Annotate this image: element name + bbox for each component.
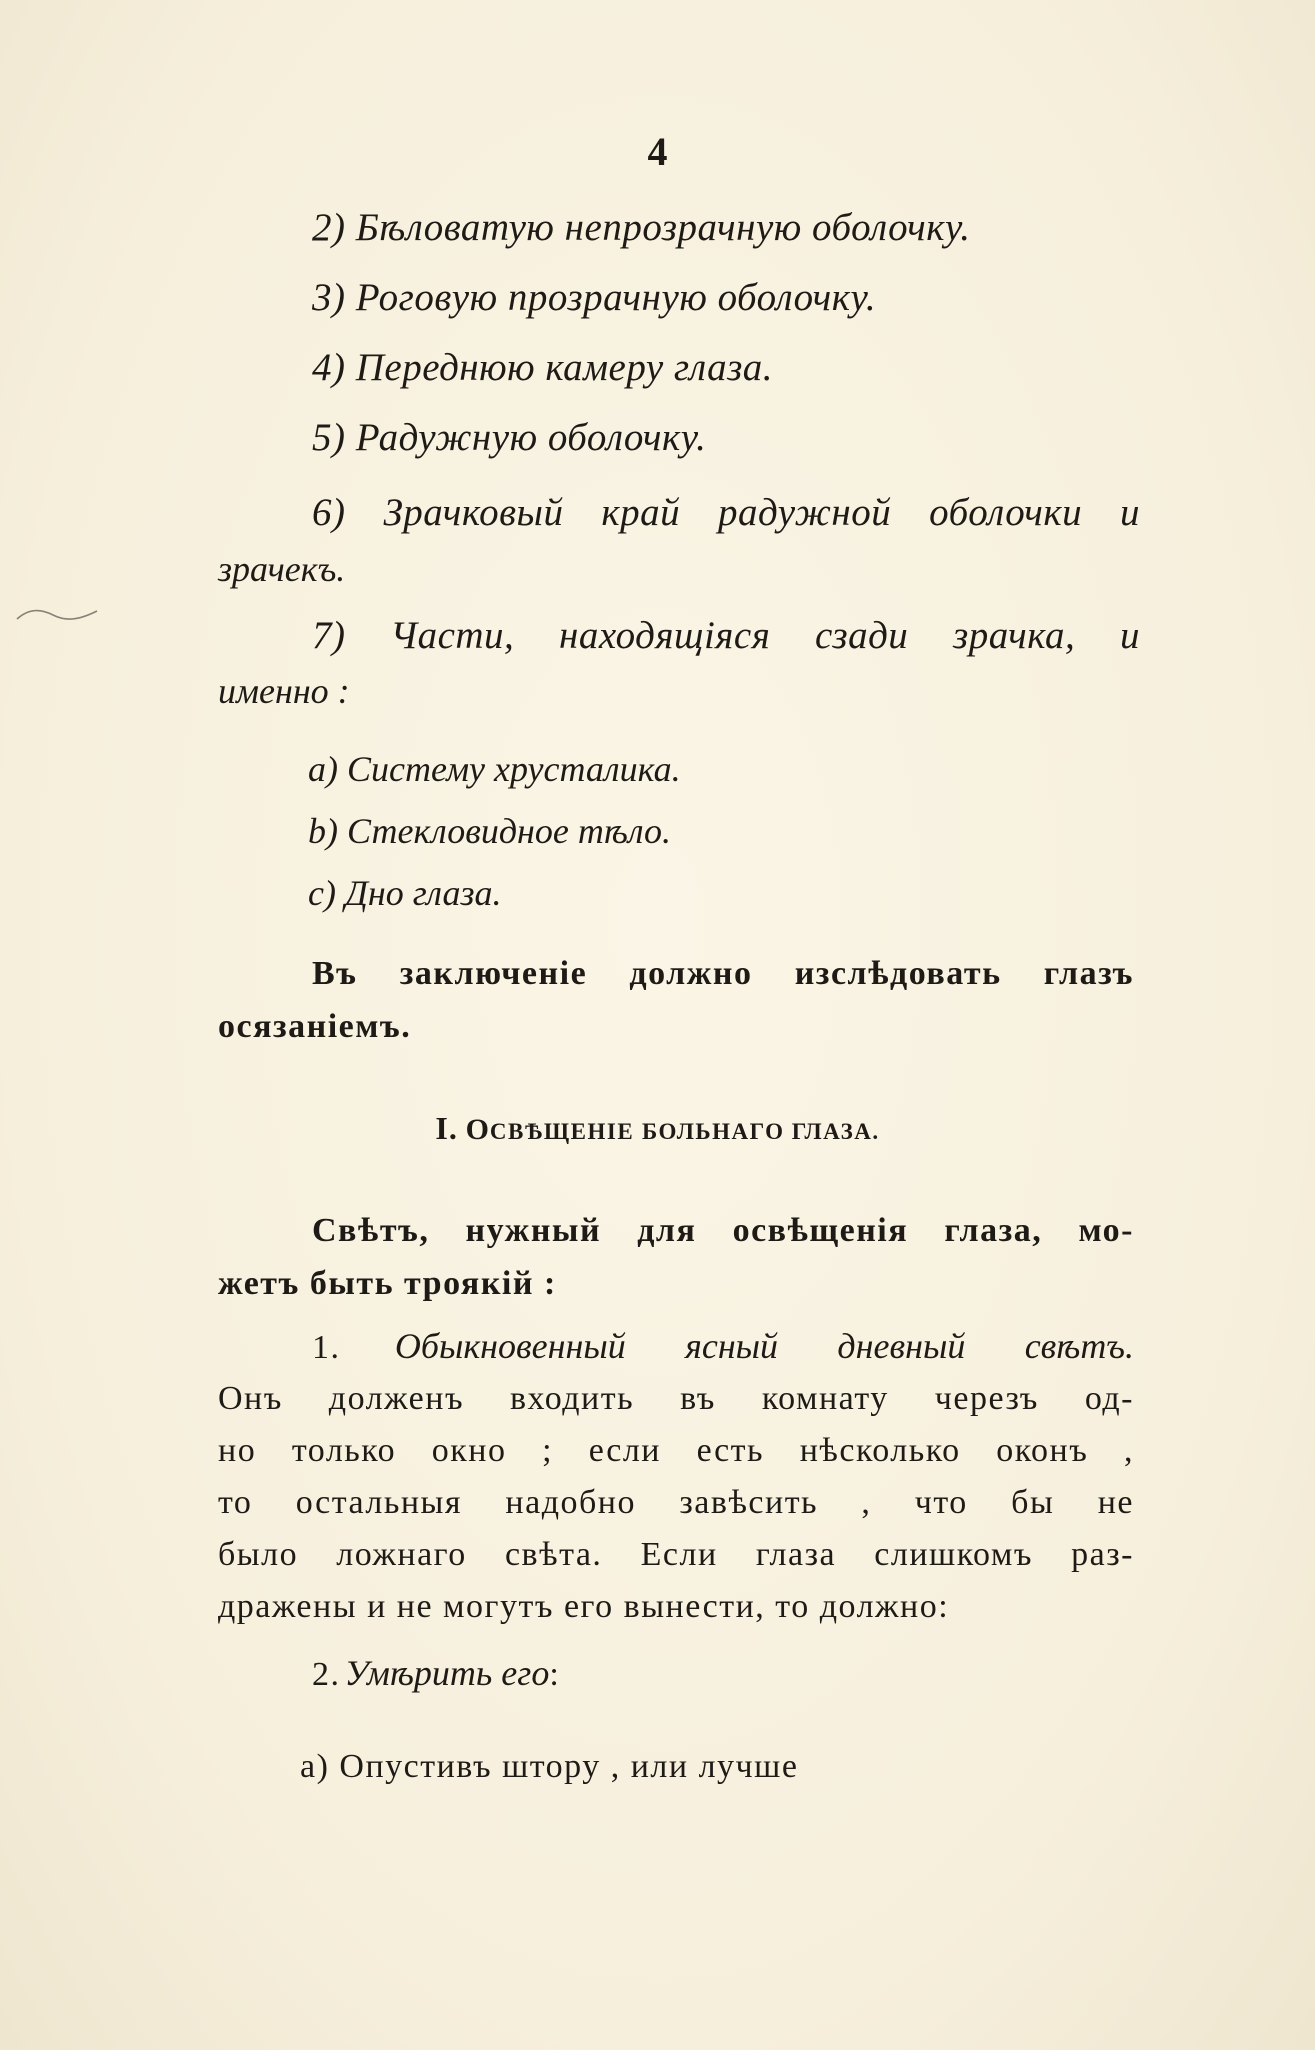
paragraph-2-first-line bbox=[312, 1325, 1134, 1367]
list-item-6 bbox=[312, 490, 1140, 535]
list-item-text: Радужную оболочку. bbox=[355, 416, 707, 459]
sub-item-b bbox=[308, 810, 671, 852]
list-item-number: 3) bbox=[312, 276, 346, 319]
paragraph-2-line-5: дражены и не могутъ его вынести, то должно: bbox=[218, 1588, 950, 1625]
list-item-text: Бѣловатую непрозрачную оболочку. bbox=[355, 206, 971, 249]
list-item-number: 6) bbox=[312, 491, 346, 534]
list-item-3 bbox=[312, 275, 876, 320]
sub-item-letter: c) bbox=[308, 873, 336, 913]
paragraph-2-line-2: но только окно ; если есть нѣсколько оконъ , bbox=[218, 1432, 1134, 1469]
paragraph-2-number: 1. bbox=[312, 1329, 341, 1366]
conclusion-line-2: осязаніемъ. bbox=[218, 1008, 412, 1045]
paragraph-3-italic: Умѣрить его bbox=[344, 1653, 550, 1693]
sub-item-a bbox=[308, 748, 681, 790]
paragraph-2-line-3: то остальныя надобно завѣсить , что бы не bbox=[218, 1484, 1134, 1521]
list-item-number: 2) bbox=[312, 206, 346, 249]
paragraph-3 bbox=[312, 1652, 560, 1694]
paragraph-2-line-1: Онъ долженъ входить въ комнату черезъ од- bbox=[218, 1380, 1134, 1417]
sub-item-letter: b) bbox=[308, 811, 338, 851]
list-item-number: 5) bbox=[312, 416, 346, 459]
ink-smudge-mark bbox=[15, 605, 100, 625]
list-item-5 bbox=[312, 415, 706, 460]
conclusion-line-1: Въ заключеніе должно изслѣдовать глазъ bbox=[312, 955, 1134, 992]
sub-item-text: Систему хрусталика. bbox=[347, 749, 681, 789]
list-item-text: Переднюю камеру глаза. bbox=[355, 346, 774, 389]
heading-rest: БОЛЬНАГО ГЛАЗА. bbox=[641, 1119, 880, 1144]
paragraph-3-number: 2. bbox=[312, 1656, 341, 1693]
sub-item-text: Стекловидное тѣло. bbox=[347, 811, 672, 851]
section-heading bbox=[0, 1110, 1315, 1147]
list-item-6-continuation: зрачекъ. bbox=[218, 549, 346, 589]
heading-numeral: I. bbox=[435, 1110, 458, 1146]
list-item-7 bbox=[312, 613, 1140, 658]
paragraph-2-italic: Обыкновенный ясный дневный свѣтъ. bbox=[394, 1326, 1134, 1366]
sub-item-c bbox=[308, 872, 501, 914]
page-number: 4 bbox=[647, 129, 668, 174]
list-item-number: 4) bbox=[312, 346, 346, 389]
paragraph-1-line-2: жетъ быть троякій : bbox=[218, 1265, 557, 1302]
list-item-number: 7) bbox=[312, 614, 346, 657]
paragraph-1-line-1: Свѣтъ, нужный для освѣщенія глаза, мо- bbox=[312, 1212, 1134, 1249]
sub-item-letter: a) bbox=[308, 749, 338, 789]
paragraph-4: a) Опустивъ штору , или лучше bbox=[300, 1748, 799, 1785]
list-item-7-continuation: именно : bbox=[218, 671, 350, 711]
list-item-text: Роговую прозрачную оболочку. bbox=[355, 276, 877, 319]
sub-item-text: Дно глаза. bbox=[344, 873, 502, 913]
heading-initial: О bbox=[465, 1113, 490, 1146]
paragraph-2-line-4: было ложнаго свѣта. Если глаза слишкомъ раз- bbox=[218, 1536, 1134, 1573]
list-item-text: Зрачковый край радужной оболочки и bbox=[383, 491, 1141, 534]
list-item-text: Части, находящіяся сзади зрачка, и bbox=[390, 614, 1141, 657]
heading-word-rest: СВѢЩЕНІЕ bbox=[489, 1119, 635, 1144]
list-item-2 bbox=[312, 205, 971, 250]
paragraph-3-colon: : bbox=[549, 1656, 561, 1693]
list-item-4 bbox=[312, 345, 773, 390]
